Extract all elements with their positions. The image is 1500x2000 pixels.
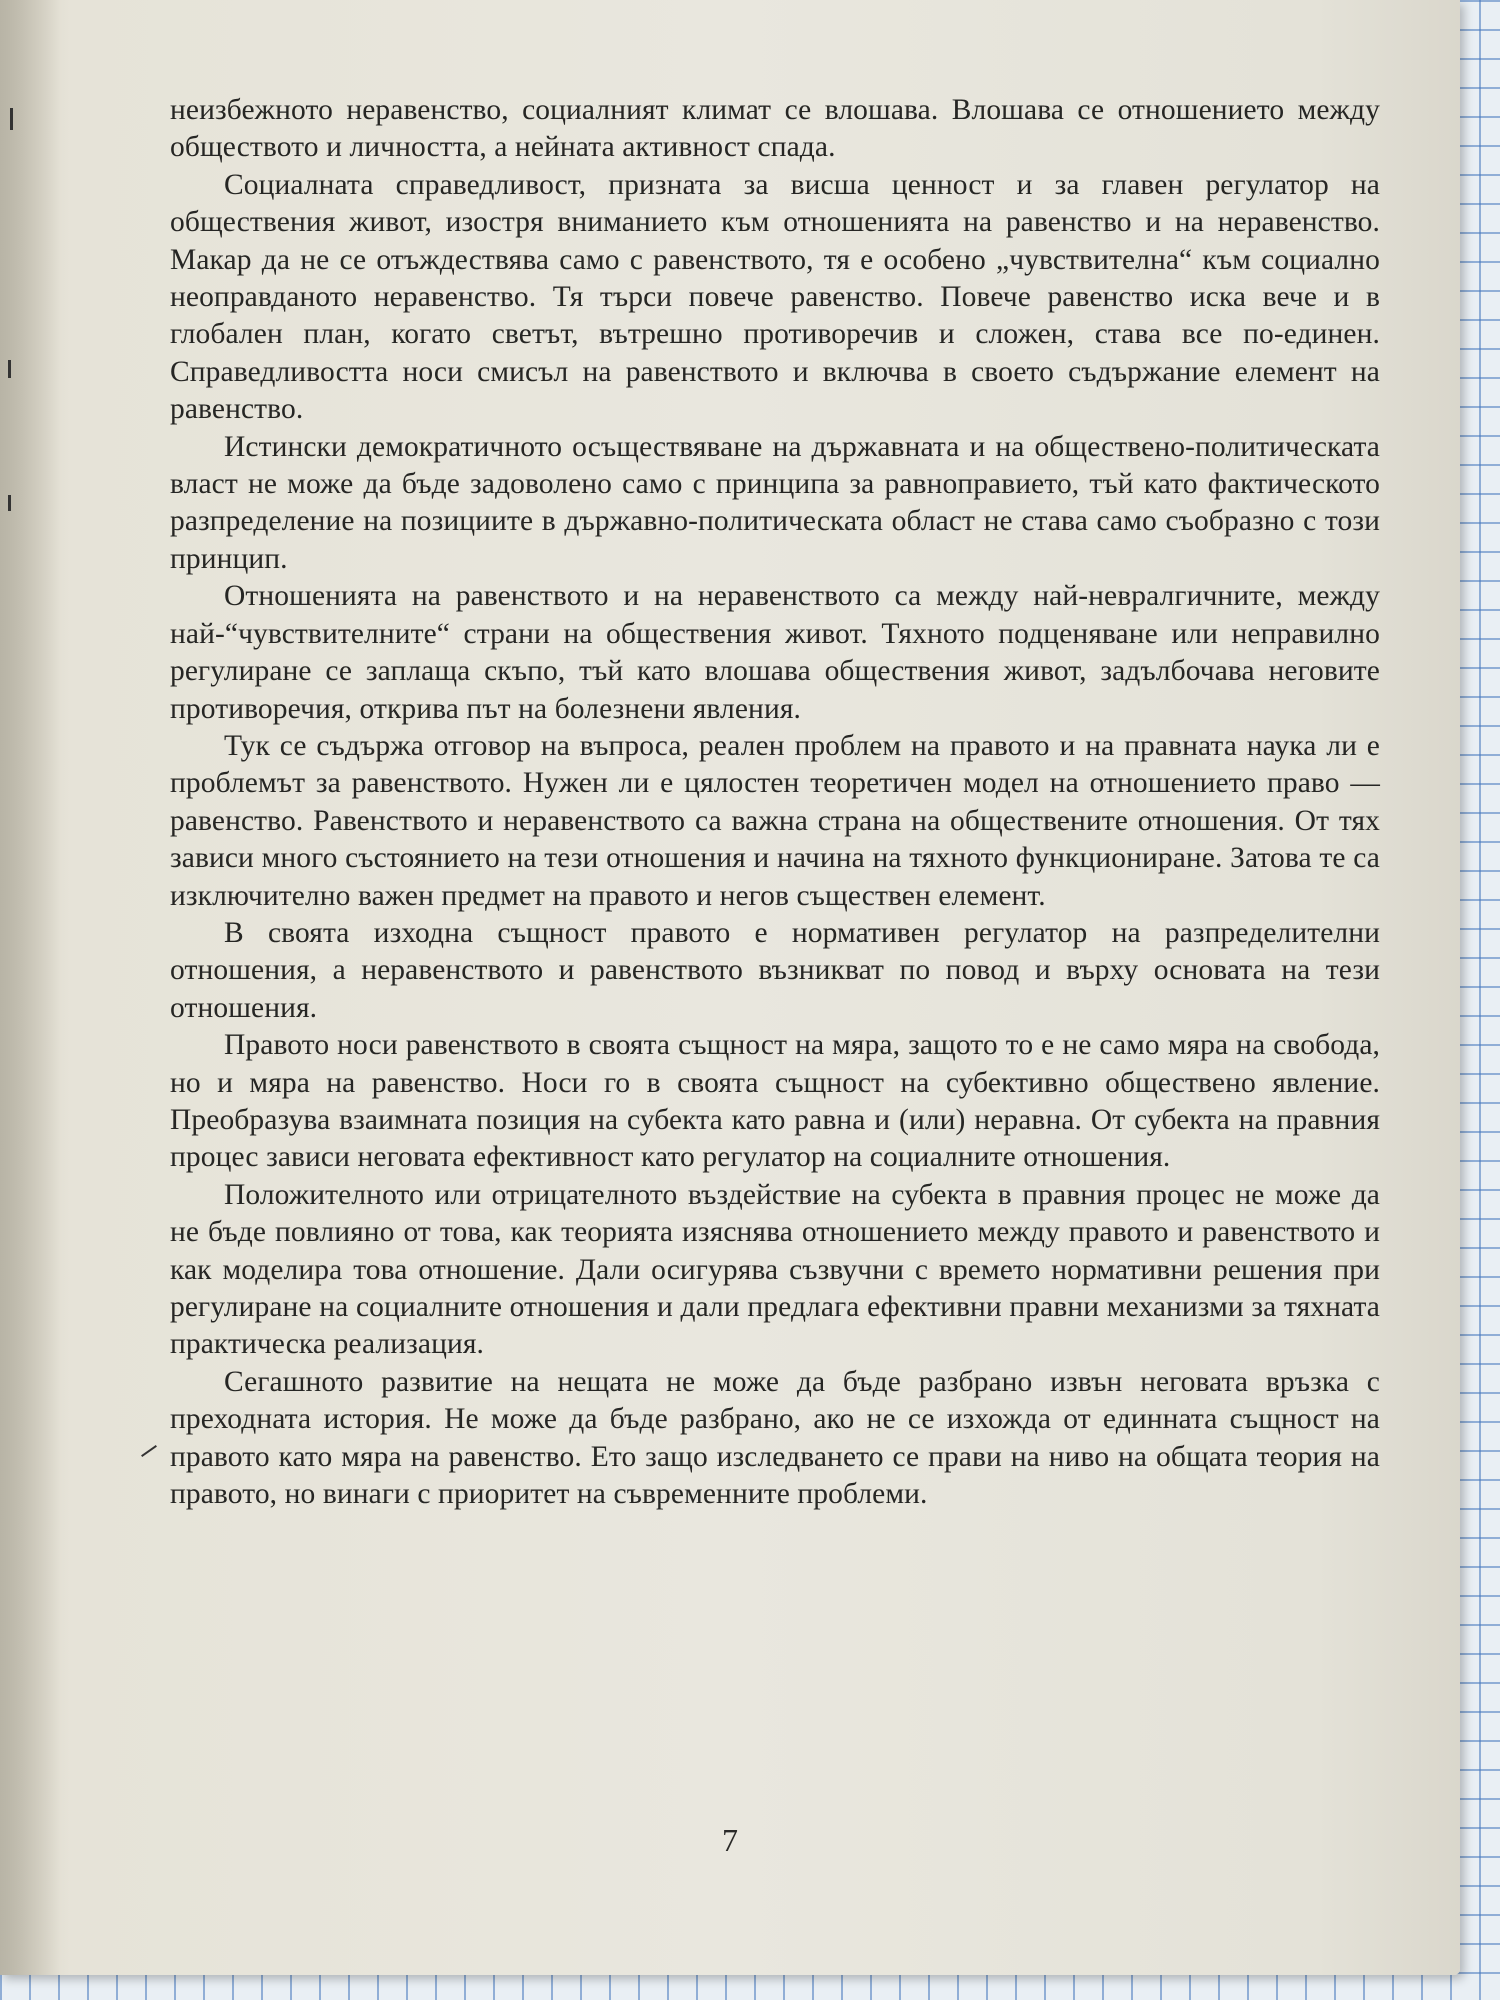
- paragraph: Тук се съдържа отговор на въпроса, реален проблем на правото и на правната наука ли е проблемът за равенството. Нужен ли е цялостен теоретичен модел на отношението право — равенство. Равенството и неравенството са важна страна на обществените отношения. От тях зависи много състоянието на тези отношения и начина на тяхното функциониране. Затова те са изключително важен предмет на правото и негов съществен елемент.: [170, 729, 1380, 912]
- paragraph: Правото носи равенството в своята същност на мяра, защото то е не само мяра на свобода, но и мяра на равенство. Носи го в своята същност на субективно обществено явление. Преобразува взаимната позиция на субекта като равна и (или) неравна. От субекта на правния процес зависи неговата ефективност като регулатор на социалните отношения.: [170, 1029, 1380, 1174]
- paragraph: Сегашното развитие на нещата не може да бъде разбрано извън неговата връзка с преходната история. Не може да бъде разбрано, ако не се изхожда от единната същност на правото като мяра на равенство. Ето защо изследването се прави на ниво на общата теория на правото, но винаги с приоритет на съвременните проблеми.: [170, 1365, 1380, 1511]
- margin-tick-mark: [8, 495, 11, 511]
- page-gutter-shadow: [0, 0, 60, 1975]
- pencil-mark: [141, 1445, 157, 1457]
- paragraph: Истински демократичното осъществяване на държавната и на обществено-политическата власт не може да бъде задоволено само с принципа за равноправието, тъй като фактическото разпределение на позициите в държавно-политическата област не става само съобразно с този принцип.: [170, 430, 1380, 575]
- paragraph: Положителното или отрицателното въздействие на субекта в правния процес не може да не бъде повлияно от това, как теорията изяснява отношението между правото и равенството и как моделира това отношение. Дали осигурява съзвучни с времето нормативни решения при регулиране на социалните отношения и дали предлага ефективни правни механизми за тяхната практическа реализация.: [170, 1178, 1380, 1361]
- margin-tick-mark: [10, 108, 13, 130]
- paragraph: Социалната справедливост, призната за висша ценност и за главен регулатор на обществения живот, изостря вниманието към отношенията на равенство и на неравенство. Макар да не се отъждествява само с равенството, тя е особено „чувствителна“ към социално неоправданото неравенство. Тя търси повече равенство. Повече равенство иска вече и в глобален план, когато светът, вътрешно противоречив и сложен, става все по-единен. Справедливостта носи смисъл на равенството и включва в своето съдържание елемент на равенство.: [170, 168, 1380, 426]
- paragraph: В своята изходна същност правото е нормативен регулатор на разпределителни отношения, а неравенството и равенството възникват по повод и върху основата на тези отношения.: [170, 916, 1380, 1024]
- margin-tick-mark: [8, 360, 11, 378]
- body-text: [170, 92, 1380, 1513]
- paragraph: Отношенията на равенството и на неравенството са между най-невралгичните, между най-“чувствителните“ страни на обществения живот. Тяхното подценяване или неправилно регулиране се заплаща скъпо, тъй като влошава обществения живот, задълбочава неговите противоречия, открива път на болезнени явления.: [170, 580, 1380, 725]
- paragraph: неизбежното неравенство, социалният климат се влошава. Влошава се отношението между обществото и личността, а нейната активност спада.: [170, 94, 1380, 164]
- page-number: 7: [722, 1822, 738, 1858]
